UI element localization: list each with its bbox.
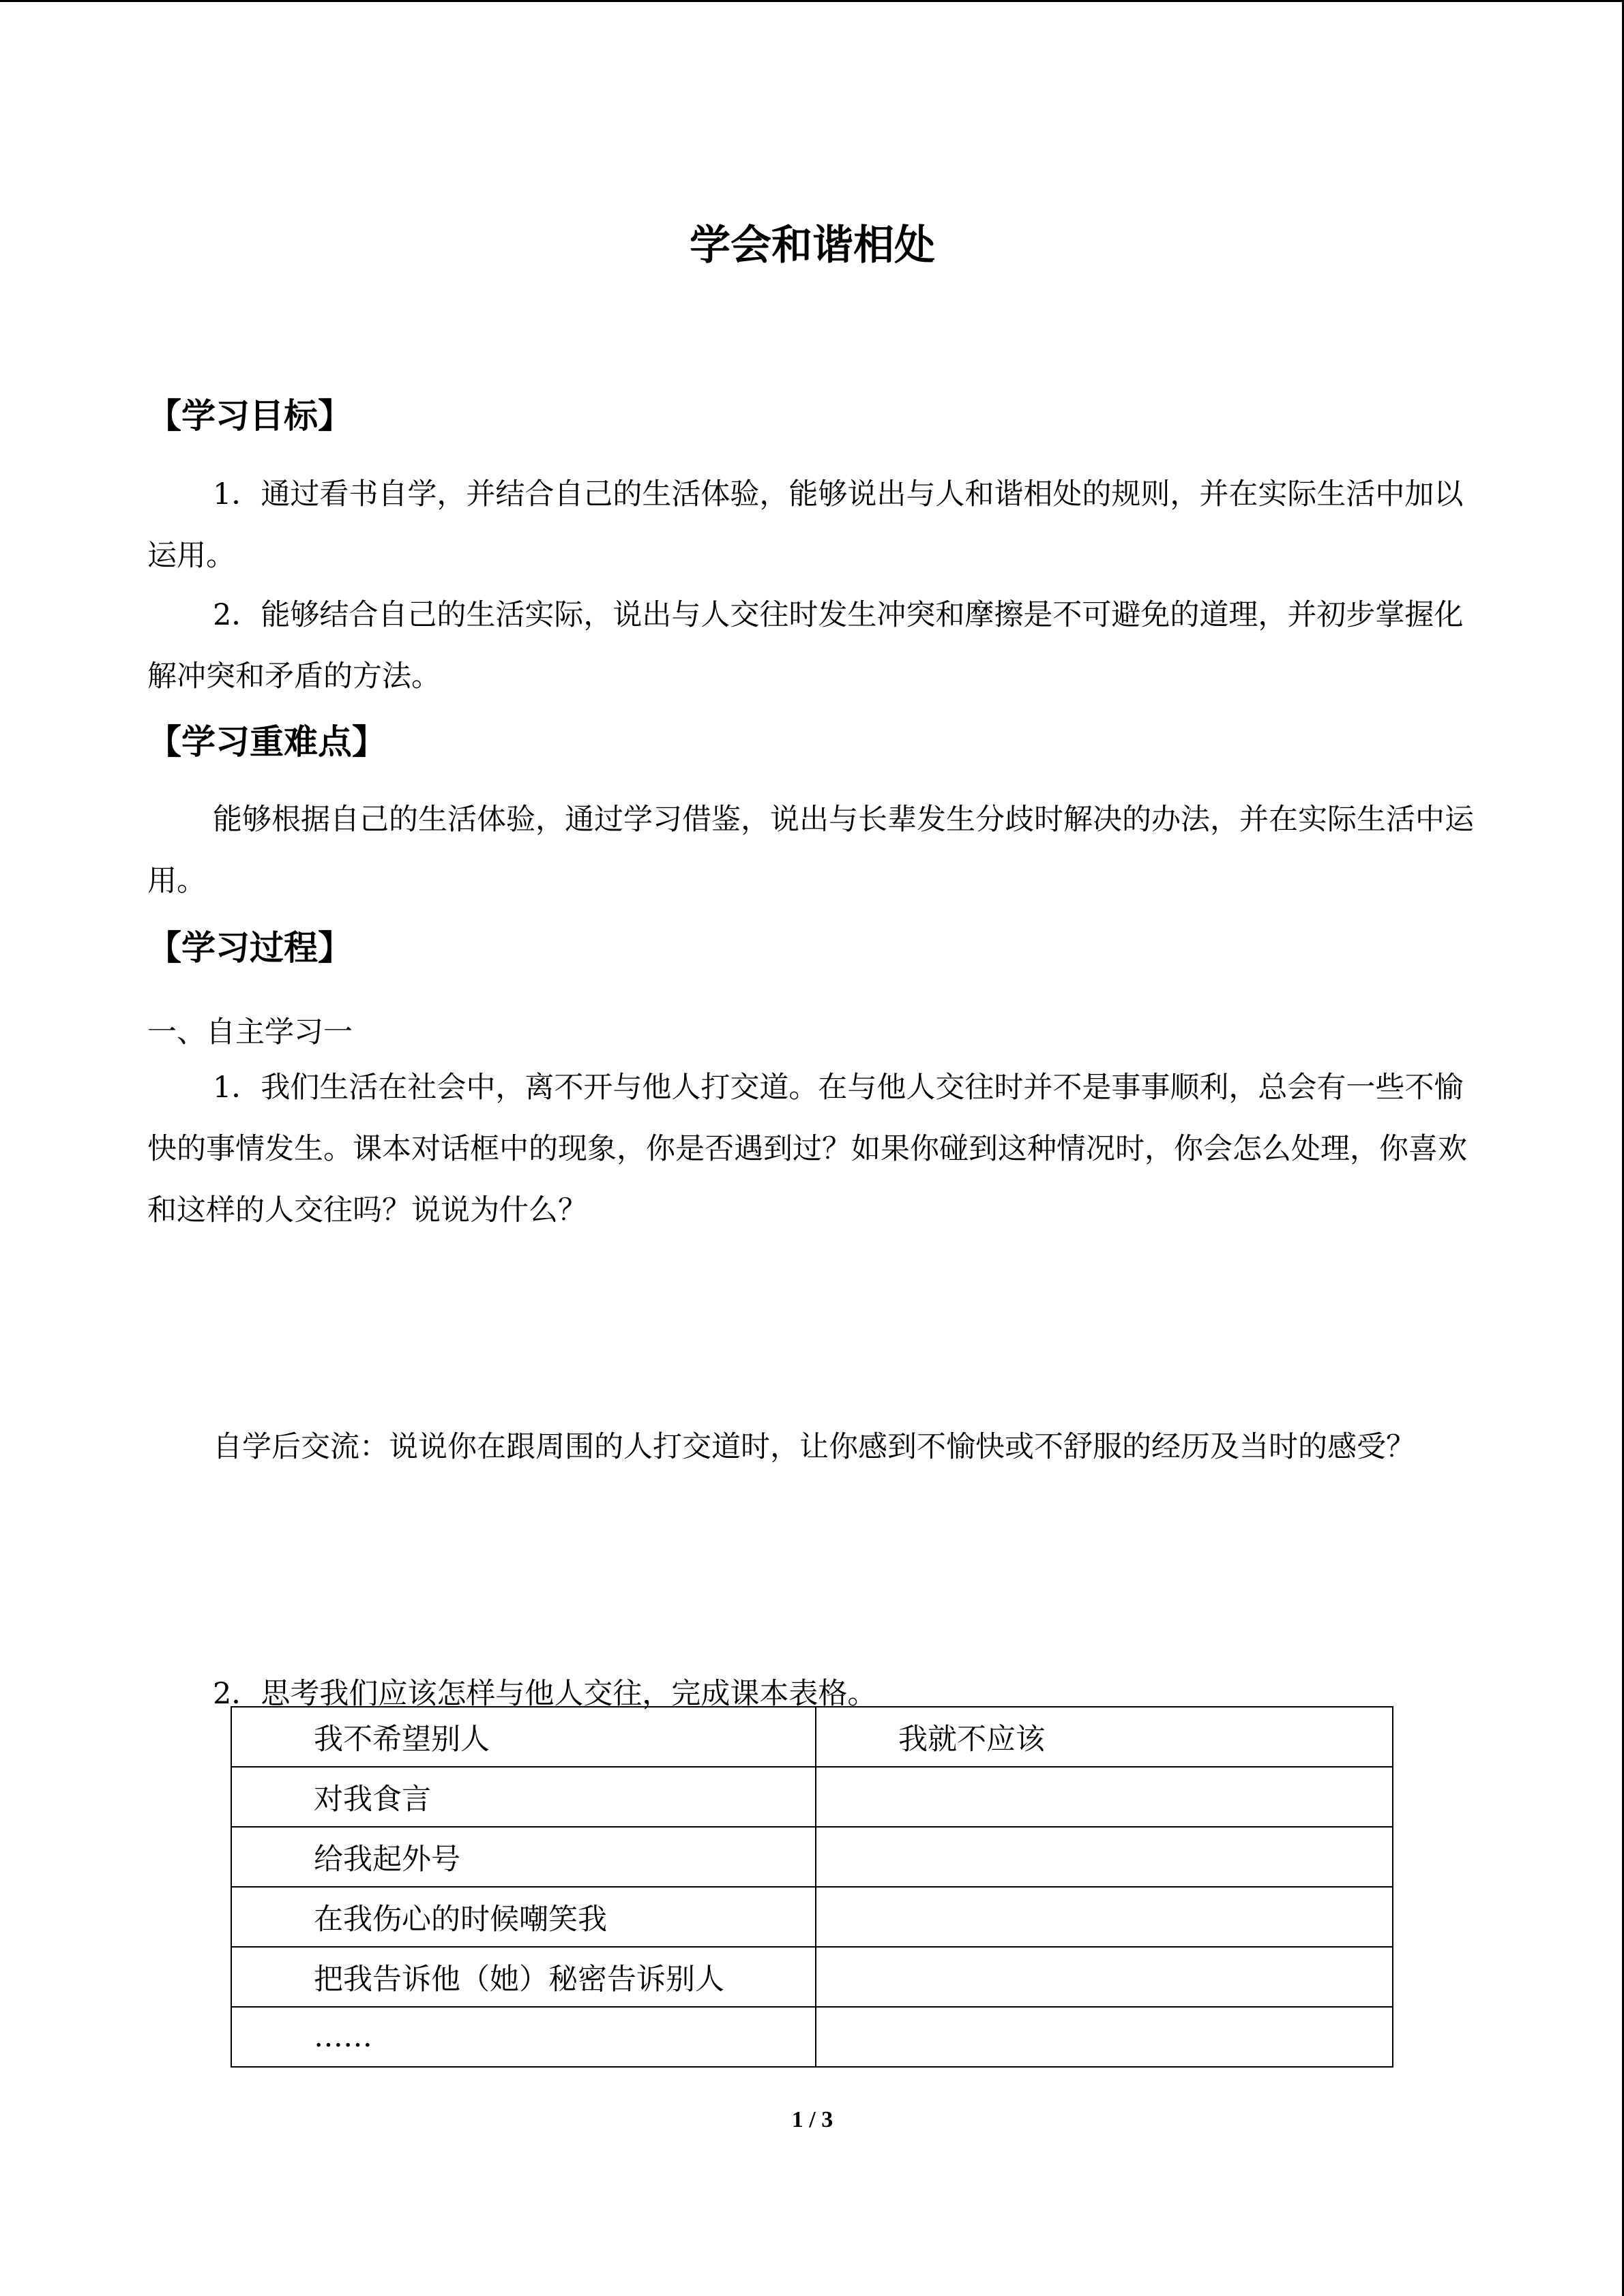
- key-points-heading: 【学习重难点】: [147, 722, 386, 762]
- goal-item-2: 2．能够结合自己的生活实际，说出与人交往时发生冲突和摩擦是不可避免的道理，并初步掌握化解冲突和矛盾的方法。: [147, 598, 1464, 694]
- table-row: [231, 1887, 1393, 1947]
- page-number: 1 / 3: [791, 2107, 833, 2132]
- table-header-cell: 我就不应该: [816, 1707, 1393, 1767]
- top-border-line: [0, 0, 1624, 2]
- table-answer-cell: [816, 1887, 1393, 1947]
- exchange-prompt: 自学后交流：说说你在跟周围的人打交道时，让你感到不愉快或不舒服的经历及当时的感受？: [213, 1430, 1415, 1464]
- process-heading: 【学习过程】: [147, 928, 352, 968]
- goals-heading: 【学习目标】: [147, 396, 352, 436]
- table-header-cell: 我不希望别人: [231, 1707, 816, 1767]
- table-row: [231, 1947, 1393, 2007]
- table-cell: ……: [231, 2007, 816, 2067]
- key-points-text: 能够根据自己的生活体验，通过学习借鉴，说出与长辈发生分歧时解决的办法，并在实际生活中运用。: [147, 803, 1474, 898]
- goal-item-1: 1．通过看书自学，并结合自己的生活体验，能够说出与人和谐相处的规则，并在实际生活中加以运用。: [147, 477, 1464, 573]
- table-row: [231, 1827, 1393, 1887]
- document-title: 学会和谐相处: [690, 222, 935, 269]
- self-study-subheading: 一、自主学习一: [147, 1015, 353, 1049]
- table-cell: 给我起外号: [231, 1827, 816, 1887]
- table-cell: 对我食言: [231, 1767, 816, 1827]
- table-cell: 在我伤心的时候嘲笑我: [231, 1887, 816, 1947]
- behavior-table: [231, 1706, 1393, 2068]
- question-1: 1．我们生活在社会中，离不开与他人打交道。在与他人交往时并不是事事顺利，总会有一些不愉快的事情发生。课本对话框中的现象，你是否遇到过？如果你碰到这种情况时，你会怎么处理，你喜欢和这样的人交往吗？说说为什么？: [147, 1071, 1467, 1227]
- table-cell: 把我告诉他（她）秘密告诉别人: [231, 1947, 816, 2007]
- table-row: [231, 1767, 1393, 1827]
- question-2: 2．思考我们应该怎样与他人交往，完成课本表格。: [213, 1677, 877, 1711]
- table-header-row: [231, 1707, 1393, 1767]
- table-row: [231, 2007, 1393, 2067]
- table-answer-cell: [816, 2007, 1393, 2067]
- table-answer-cell: [816, 1947, 1393, 2007]
- table-answer-cell: [816, 1767, 1393, 1827]
- table-answer-cell: [816, 1827, 1393, 1887]
